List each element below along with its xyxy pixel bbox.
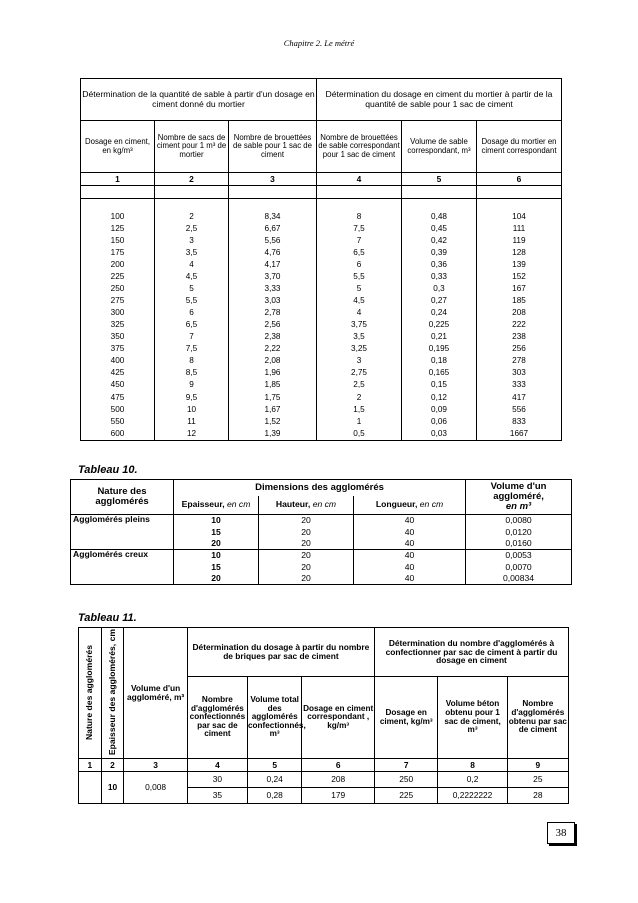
table-cell: 3,70 [229,271,317,283]
column-header: Dosage en ciment correspondant , kg/m³ [302,677,375,759]
table-cell: 40 [354,515,466,527]
column-header: Dosage en ciment, kg/m³ [374,677,438,759]
column-header: Nombre de sacs de ciment pour 1 m³ de mortier [155,121,229,173]
table-cell: 8 [155,356,229,368]
table-cell: 15 [174,562,259,573]
table-cell: 40 [354,573,466,585]
header-unit: en cm [419,499,444,510]
table-cell: 0,06 [402,416,477,428]
header-label: Hauteur, [275,499,311,510]
table-cell: 5,5 [155,295,229,307]
table-cell: 4,76 [229,247,317,259]
table-cell: 10 [174,515,259,527]
table-cell: 3 [155,235,229,247]
table-cell: 1,85 [229,380,317,392]
table-cell: 0,2 [438,772,507,788]
table-cell: 20 [174,538,259,550]
table-cell: 2,38 [229,332,317,344]
column-number: 4 [317,173,402,186]
table-row [81,320,562,332]
column-header: Volume de sable correspondant, m³ [402,121,477,173]
vertical-label: Nature des agglomérés [84,644,95,740]
thickness-cell: 10 [101,772,124,804]
caption-tableau-11: Tableau 11. [78,612,137,624]
table-cell: 40 [354,550,466,562]
table-cell: 500 [81,404,155,416]
column-header: Nombre d'agglomérés confectionnés par sac de ciment [187,677,247,759]
table-row [81,368,562,380]
table-cell: 0,15 [402,380,477,392]
table-cell: 0,27 [402,295,477,307]
table-cell: 0,12 [402,392,477,404]
table-cell: 600 [81,428,155,441]
header-unit: en cm [226,499,251,510]
table-cell: 556 [477,404,562,416]
table-cell: 5,5 [317,271,402,283]
table-cell: 9,5 [155,392,229,404]
table-cell: 11 [155,416,229,428]
table-cell: 550 [81,416,155,428]
sand-dosage-table [80,78,562,441]
vertical-label: Epaisseur des agglomérés, cm [107,629,117,756]
table-cell: 100 [81,211,155,223]
table-row [81,295,562,307]
group-header-left: Détermination de la quantité de sable à partir d'un dosage en ciment donné du mortier [81,79,317,121]
table-row [81,271,562,283]
table-cell: 179 [302,788,375,804]
volume-header [466,480,572,515]
table-cell: 275 [81,295,155,307]
table-cell: 417 [477,392,562,404]
vertical-header [101,628,124,759]
table-cell: 0,0080 [466,515,572,527]
table-cell: 225 [374,788,438,804]
table-cell: 3,5 [155,247,229,259]
table-cell: 0,24 [402,307,477,319]
column-number: 1 [79,759,102,772]
table-cell: 0,42 [402,235,477,247]
column-header: Volume total des agglomérés confectionnés, m³ [247,677,301,759]
table-cell: 250 [81,283,155,295]
table-cell: 40 [354,538,466,550]
header-label: Longueur, [375,499,418,510]
table-row [71,550,572,562]
table-cell: 0,09 [402,404,477,416]
table-cell: 450 [81,380,155,392]
table-row [81,259,562,271]
table-cell: 28 [507,788,568,804]
table-cell: 0,36 [402,259,477,271]
table-cell: 7 [155,332,229,344]
table-cell: 0,48 [402,211,477,223]
column-header: Nombre d'agglomérés obtenu par sac de ciment [507,677,568,759]
table-cell: 0,24 [247,772,301,788]
column-number: 4 [187,759,247,772]
empty-cell [402,199,477,212]
table-cell: 0,0120 [466,526,572,537]
table-cell: 1,75 [229,392,317,404]
table-cell: 15 [174,526,259,537]
table-cell: 303 [477,368,562,380]
table-cell: 3,5 [317,332,402,344]
group-name: Agglomérés creux [71,550,174,585]
nature-header: Nature des agglomérés [71,480,174,515]
table-cell: 35 [187,788,247,804]
volume-label: Volume d'un aggloméré, [490,481,547,503]
table-row [81,223,562,235]
column-number: 2 [101,759,124,772]
table-cell: 185 [477,295,562,307]
longueur-header [354,496,466,515]
column-number: 8 [438,759,507,772]
table-cell: 40 [354,562,466,573]
column-header: Nombre de brouettées de sable pour 1 sac de ciment [229,121,317,173]
table-cell: 8,34 [229,211,317,223]
table-cell: 3,03 [229,295,317,307]
table-cell: 20 [259,573,354,585]
empty-cell [402,186,477,199]
table-cell: 0,5 [317,428,402,441]
table-row [81,392,562,404]
table-row [81,404,562,416]
table-cell: 1 [317,416,402,428]
column-header: Volume béton obtenu pour 1 sac de ciment, m³ [438,677,507,759]
table-cell: 833 [477,416,562,428]
table-row [81,356,562,368]
table-cell: 139 [477,259,562,271]
header-label: Epaisseur, [181,499,225,510]
table-cell: 10 [174,550,259,562]
table-cell: 0,39 [402,247,477,259]
table-cell: 111 [477,223,562,235]
table-cell: 20 [259,515,354,527]
column-number: 1 [81,173,155,186]
table-cell: 1,96 [229,368,317,380]
table-cell: 20 [259,526,354,537]
group-name: Agglomérés pleins [71,515,174,550]
column-number: 6 [302,759,375,772]
table-cell: 0,0053 [466,550,572,562]
table-cell: 4 [155,259,229,271]
table-cell: 167 [477,283,562,295]
table-cell: 1,39 [229,428,317,441]
group-header-b: Détermination du nombre d'agglomérés à confectionner par sac de ciment à partir du dosage en ciment [374,628,568,677]
dimensions-header: Dimensions des agglomérés [174,480,466,497]
table-cell: 4 [317,307,402,319]
table-cell: 7,5 [155,344,229,356]
table-row [81,332,562,344]
table-cell: 0,165 [402,368,477,380]
table-cell: 8,5 [155,368,229,380]
column-header: Nombre de brouettées de sable correspondant pour 1 sac de ciment [317,121,402,173]
empty-cell [79,772,102,804]
table-cell: 0,3 [402,283,477,295]
table-cell: 175 [81,247,155,259]
empty-cell [317,199,402,212]
table-cell: 0,03 [402,428,477,441]
running-header: Chapitre 2. Le métré [283,38,355,48]
table-cell: 20 [259,550,354,562]
table-cell: 119 [477,235,562,247]
table-cell: 0,33 [402,271,477,283]
table-cell: 250 [374,772,438,788]
table-cell: 208 [477,307,562,319]
agglomerates-count-table [78,627,569,804]
table-cell: 225 [81,271,155,283]
table-cell: 0,0070 [466,562,572,573]
table-row [81,344,562,356]
table-row [81,235,562,247]
table-cell: 0,28 [247,788,301,804]
volume-header: Volume d'un aggloméré, m³ [124,628,188,759]
table-cell: 1667 [477,428,562,441]
table-cell: 4,5 [317,295,402,307]
table-cell: 6,5 [317,247,402,259]
table-cell: 350 [81,332,155,344]
table-cell: 2,22 [229,344,317,356]
table-cell: 333 [477,380,562,392]
table-cell: 256 [477,344,562,356]
table-cell: 425 [81,368,155,380]
table-cell: 208 [302,772,375,788]
table-cell: 475 [81,392,155,404]
header-unit: en cm [312,499,337,510]
table-cell: 25 [507,772,568,788]
column-number: 9 [507,759,568,772]
table-cell: 0,00834 [466,573,572,585]
table-cell: 238 [477,332,562,344]
table-cell: 375 [81,344,155,356]
column-header: Dosage du mortier en ciment correspondant [477,121,562,173]
table-cell: 20 [259,538,354,550]
empty-cell [155,186,229,199]
table-cell: 5 [155,283,229,295]
table-cell: 0,21 [402,332,477,344]
column-number: 3 [229,173,317,186]
agglomerates-dimensions-table [70,479,572,585]
table-row [81,428,562,441]
table-cell: 125 [81,223,155,235]
volume-unit: en m³ [505,500,532,512]
table-cell: 278 [477,356,562,368]
empty-cell [477,186,562,199]
table-cell: 2,75 [317,368,402,380]
table-cell: 4,5 [155,271,229,283]
table-cell: 0,2222222 [438,788,507,804]
column-number: 5 [402,173,477,186]
table-cell: 6 [155,307,229,319]
table-row [79,772,569,788]
table-cell: 9 [155,380,229,392]
table-cell: 40 [354,526,466,537]
table-cell: 2,5 [155,223,229,235]
table-cell: 12 [155,428,229,441]
table-cell: 8 [317,211,402,223]
table-cell: 128 [477,247,562,259]
column-number: 5 [247,759,301,772]
volume-cell: 0,008 [124,772,188,804]
empty-cell [317,186,402,199]
table-row [81,416,562,428]
table-cell: 1,5 [317,404,402,416]
table-row [81,307,562,319]
table-row [71,515,572,527]
column-number: 2 [155,173,229,186]
table-cell: 2 [317,392,402,404]
table-cell: 6,67 [229,223,317,235]
table-cell: 325 [81,320,155,332]
table-cell: 300 [81,307,155,319]
table-cell: 200 [81,259,155,271]
column-header: Dosage en ciment, en kg/m³ [81,121,155,173]
table-row [81,380,562,392]
empty-cell [81,199,155,212]
table-cell: 2 [155,211,229,223]
table-cell: 0,18 [402,356,477,368]
table-cell: 2,56 [229,320,317,332]
empty-cell [155,199,229,212]
column-number: 6 [477,173,562,186]
table-cell: 2,08 [229,356,317,368]
table-cell: 2,5 [317,380,402,392]
epaisseur-header [174,496,259,515]
table-cell: 1,67 [229,404,317,416]
table-cell: 400 [81,356,155,368]
table-cell: 6 [317,259,402,271]
table-cell: 1,52 [229,416,317,428]
table-row [81,211,562,223]
table-cell: 152 [477,271,562,283]
table-cell: 7,5 [317,223,402,235]
column-number: 3 [124,759,188,772]
table-cell: 2,78 [229,307,317,319]
table-cell: 30 [187,772,247,788]
table-cell: 3,33 [229,283,317,295]
table-cell: 0,45 [402,223,477,235]
table-cell: 5 [317,283,402,295]
group-header-a: Détermination du dosage à partir du nombre de briques par sac de ciment [187,628,374,677]
caption-tableau-10: Tableau 10. [78,464,138,476]
table-cell: 0,195 [402,344,477,356]
group-header-right: Détermination du dosage en ciment du mortier à partir de la quantité de sable pour 1 sac de ciment [317,79,562,121]
table-cell: 104 [477,211,562,223]
empty-cell [229,186,317,199]
table-row [81,247,562,259]
vertical-header [79,628,102,759]
table-cell: 7 [317,235,402,247]
table-cell: 222 [477,320,562,332]
page-number: 38 [547,822,575,844]
table-cell: 0,225 [402,320,477,332]
table-row [81,283,562,295]
empty-cell [81,186,155,199]
table-cell: 150 [81,235,155,247]
table-cell: 4,17 [229,259,317,271]
table-cell: 10 [155,404,229,416]
empty-cell [229,199,317,212]
table-cell: 0,0160 [466,538,572,550]
table-cell: 20 [174,573,259,585]
column-number: 7 [374,759,438,772]
table-cell: 6,5 [155,320,229,332]
table-cell: 3 [317,356,402,368]
table-cell: 5,56 [229,235,317,247]
hauteur-header [259,496,354,515]
empty-cell [477,199,562,212]
table-cell: 3,75 [317,320,402,332]
table-cell: 20 [259,562,354,573]
table-cell: 3,25 [317,344,402,356]
